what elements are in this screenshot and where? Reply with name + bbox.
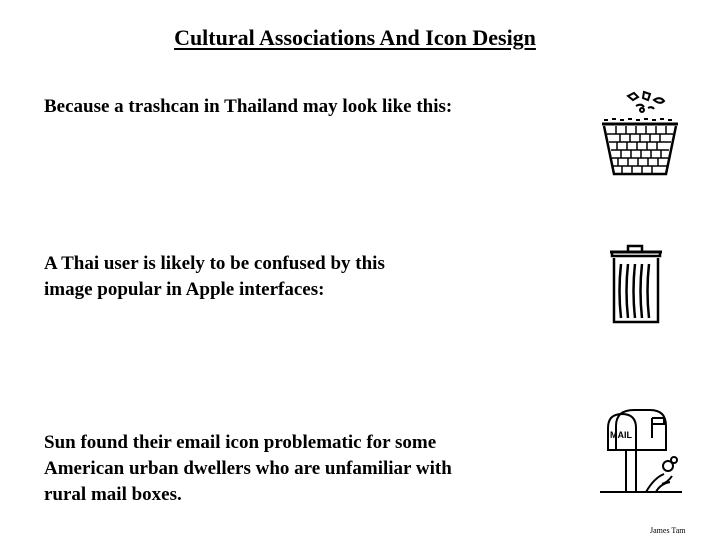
mailbox-mail-label: MAIL xyxy=(610,430,632,440)
rural-mailbox-icon xyxy=(596,404,688,496)
paragraph-line: American urban dwellers who are unfamiliar with xyxy=(44,458,452,479)
apple-trashcan-icon xyxy=(604,238,668,328)
paragraph-apple-trashcan xyxy=(44,251,385,303)
paragraph-line: image popular in Apple interfaces: xyxy=(44,279,325,300)
slide-title: Cultural Associations And Icon Design xyxy=(174,25,536,50)
paragraph-line: rural mail boxes. xyxy=(44,484,182,505)
paragraph-thai-trashcan xyxy=(44,94,452,120)
paragraph-mailbox xyxy=(44,430,452,508)
paragraph-line: A Thai user is likely to be confused by this xyxy=(44,253,385,274)
thai-basket-trashcan-icon xyxy=(596,86,682,182)
paragraph-line: Because a trashcan in Thailand may look like this: xyxy=(44,96,453,117)
author-credit: James Tam xyxy=(650,526,686,535)
paragraph-line: Sun found their email icon problematic for some xyxy=(44,432,437,453)
